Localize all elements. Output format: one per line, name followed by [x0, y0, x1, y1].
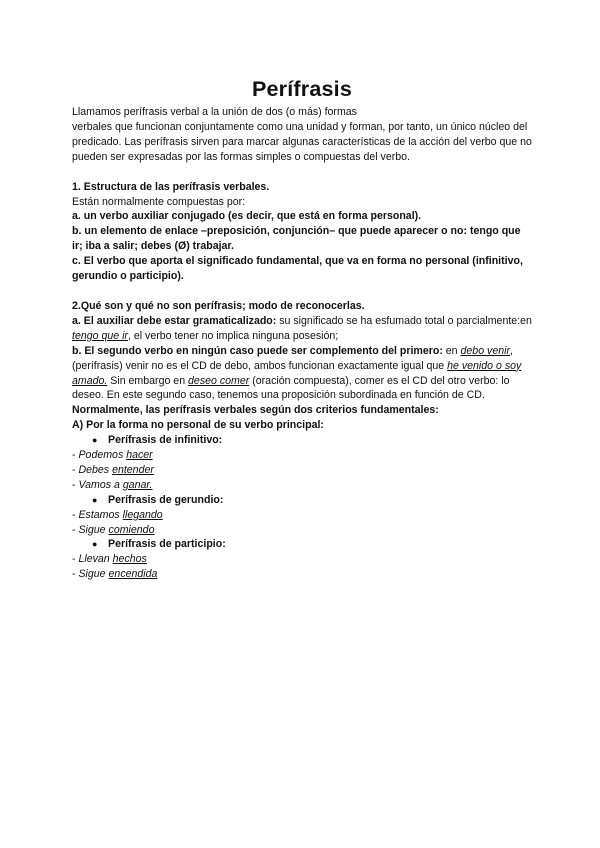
criteria-heading: Normalmente, las perífrasis verbales según dos criterios fundamentales: — [72, 404, 439, 417]
spacer — [72, 165, 532, 180]
bullet-icon: ● — [92, 539, 98, 550]
example-line: - Sigue comiendo — [72, 523, 155, 536]
document-page — [72, 0, 532, 582]
page-title: Perífrasis — [251, 77, 352, 101]
subsection-a-heading: A) Por la forma no personal de su verbo principal: — [72, 419, 324, 432]
section1-item-b: b. un elemento de enlace –preposición, conjunción– que puede aparecer o no: tengo que ir; iba a salir; debes (Ø) trabajar. — [72, 225, 521, 253]
section1-lead: Están normalmente compuestas por: — [72, 195, 246, 208]
section1-heading: 1. Estructura de las perífrasis verbales. — [72, 180, 270, 193]
section1-item-c: c. El verbo que aporta el significado fundamental, que va en forma no personal (infinitivo, gerundio o participio). — [72, 255, 523, 283]
bullet-icon: ● — [92, 494, 98, 505]
example-line: - Sigue encendida — [72, 568, 158, 581]
example-line: - Debes entender — [72, 463, 154, 476]
example-line: - Llevan hechos — [72, 553, 147, 566]
section2-item-b: b. El segundo verbo en ningún caso puede ser complemento del primero: en debo venir, (perífrasis) venir no es el CD de debo, ambos funcionan exactamente igual que he venido o soy amado. Sin embargo en deseo comer (oración compuesta), comer es el CD del otro verbo: lo deseo. En este segundo caso, tenemos una proposición subordinada en función de CD. — [72, 344, 522, 402]
example-tengo-que-ir: tengo que ir — [72, 329, 128, 342]
example-debo-venir: debo venir — [460, 344, 510, 357]
bullet-icon: ● — [92, 435, 98, 446]
example-he-venido: he venido o soy amado. — [72, 359, 522, 387]
example-line: - Podemos hacer — [72, 449, 153, 462]
intro-line-1: Llamamos perífrasis verbal a la unión de dos (o más) formas — [72, 106, 357, 118]
example-deseo-comer: deseo comer — [188, 374, 250, 387]
bullet-participio: ● Perífrasis de participio: — [92, 538, 226, 551]
section2-item-a: a. El auxiliar debe estar gramaticalizado: su significado se ha esfumado total o parcialmente:en tengo que ir, el verbo tener no implica ninguna posesión; — [72, 314, 532, 342]
bullet-infinitivo: ● Perífrasis de infinitivo: — [92, 434, 223, 447]
section1-item-a: a. un verbo auxiliar conjugado (es decir, que está en forma personal). — [72, 210, 422, 223]
bullet-gerundio: ● Perífrasis de gerundio: — [92, 493, 224, 506]
example-line: - Vamos a ganar. — [72, 478, 153, 491]
intro-paragraph: verbales que funcionan conjuntamente como una unidad y forman, por tanto, un único núcleo del predicado. Las perífrasis sirven para marcar algunas características de la acción del verbo que no pueden ser expresadas por las formas simples o compuestas del verbo. — [72, 120, 532, 163]
spacer — [72, 284, 532, 299]
section2-heading: 2.Qué son y qué no son perífrasis; modo de reconocerlas. — [72, 299, 365, 312]
example-line: - Estamos llegando — [72, 508, 163, 521]
